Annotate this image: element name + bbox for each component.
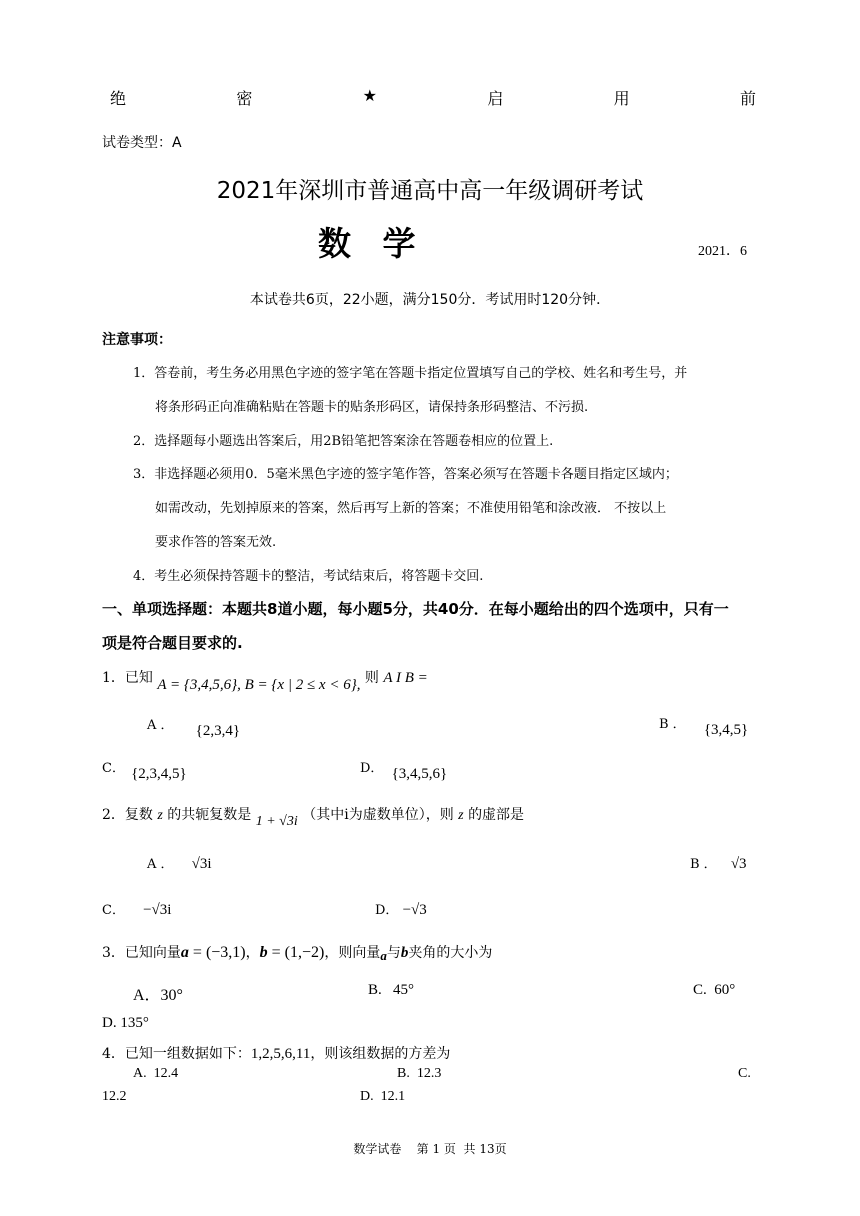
option-label: D．	[360, 761, 384, 776]
vector-b: b	[259, 944, 268, 961]
page-footer: 数学试卷 第 1 页 共 13页	[353, 1142, 507, 1156]
q4-option-c-value: 12.2	[102, 1089, 127, 1104]
q2-text: 的虚部是	[468, 807, 525, 823]
q1-then: 则	[364, 670, 379, 686]
q3-option-c[interactable]: C. 60°	[693, 982, 736, 998]
paper-type: 试卷类型：A	[102, 135, 182, 151]
q2-variable: z	[157, 808, 163, 823]
exam-date: 2021．6	[698, 244, 747, 259]
question-2	[102, 804, 525, 829]
q1-option-c[interactable]	[102, 757, 187, 782]
option-label: A ．	[147, 857, 174, 872]
note-item-3-cont: 如需改动，先划掉原来的答案，然后再写上新的答案；不准使用铅笔和涂改液． 不按以上	[155, 501, 667, 516]
exam-intro: 本试卷共6页，22小题，满分150分．考试用时120分钟．	[249, 292, 611, 308]
q3-option-d[interactable]: D. 135°	[102, 1015, 149, 1031]
q1-expr: A I B =	[383, 670, 428, 686]
note-item-1-cont: 将条形码正向准确粘贴在答题卡的贴条形码区，请保持条形码整洁、不污损.	[155, 400, 589, 415]
q1-option-b[interactable]	[659, 713, 749, 738]
q4-option-b[interactable]: B. 12.3	[397, 1066, 442, 1081]
notes-heading: 注意事项：	[102, 332, 172, 348]
option-value: √3i	[191, 856, 212, 872]
option-value: {3,4,5}	[703, 722, 749, 738]
note-item-4: 4．考生必须保持答题卡的整洁，考试结束后，将答题卡交回.	[133, 569, 484, 584]
q2-option-a[interactable]	[147, 853, 212, 873]
q3-number: 3．已知向量	[102, 945, 181, 961]
q3-option-a[interactable]: A．30°	[133, 987, 183, 1004]
q3-text: 与	[386, 945, 401, 961]
question-3	[102, 942, 492, 962]
q1-option-d[interactable]	[360, 757, 448, 782]
q2-text: （其中i为虚数单位），则	[302, 807, 454, 823]
q1-option-a[interactable]	[147, 714, 241, 739]
separator: ，	[245, 945, 260, 961]
q2-text: 的共轭复数是	[167, 807, 252, 823]
option-label: C．	[102, 761, 125, 776]
secret-char: 用	[613, 89, 630, 108]
option-value: {3,4,5,6}	[391, 766, 448, 782]
q4-text: ，则该组数据的方差为	[310, 1046, 451, 1062]
q4-option-a[interactable]: A. 12.4	[133, 1066, 179, 1081]
option-label: B ．	[659, 717, 686, 732]
option-value: −√3i	[143, 902, 172, 918]
note-item-3-cont2: 要求作答的答案无效.	[155, 535, 277, 550]
option-label: D．	[375, 903, 399, 918]
secret-char: 密	[236, 89, 253, 108]
q4-option-c-label[interactable]: C.	[738, 1066, 751, 1081]
confidential-mark	[110, 86, 756, 109]
exam-title: 2021年深圳市普通高中高一年级调研考试	[216, 178, 644, 204]
q2-option-b[interactable]	[690, 853, 747, 873]
q4-number: 4．已知一组数据如下：	[102, 1046, 251, 1062]
q2-option-c[interactable]	[102, 899, 171, 919]
q1-number: 1．已知	[102, 670, 153, 686]
secret-char: 绝	[110, 89, 127, 108]
option-label: C．	[102, 903, 125, 918]
option-value: √3	[730, 856, 747, 872]
option-value: {2,3,4,5}	[131, 766, 187, 782]
vector-b: b	[400, 945, 409, 961]
secret-char: 前	[739, 89, 756, 108]
secret-char: ★	[362, 86, 377, 105]
section-heading-cont: 项是符合题目要求的.	[102, 634, 243, 652]
q3-text: 夹角的大小为	[408, 945, 493, 961]
vector-a: a	[180, 944, 189, 961]
q2-option-d[interactable]	[375, 899, 427, 919]
question-4	[102, 1043, 450, 1063]
q3-option-b[interactable]: B. 45°	[368, 982, 415, 998]
section-heading: 一、单项选择题：本题共8道小题，每小题5分，共40分．在每小题给出的四个选项中，只有一	[102, 600, 729, 618]
q4-data: 1,2,5,6,11	[250, 1046, 311, 1062]
option-label: A ．	[147, 718, 174, 733]
note-item-2: 2．选择题每小题选出答案后，用2B铅笔把答案涂在答题卷相应的位置上.	[133, 434, 554, 449]
q2-complex: 1 + √3i	[255, 814, 298, 829]
option-value: −√3	[402, 902, 427, 918]
subject-title: 数 学	[318, 224, 426, 263]
question-1	[102, 667, 428, 693]
vector-b-value: = (1,−2)	[267, 944, 325, 961]
q2-number: 2．复数	[102, 807, 153, 823]
note-item-3: 3．非选择题必须用0．5毫米黑色字迹的签字笔作答，答案必须写在答题卡各题目指定区域内；	[133, 467, 678, 482]
q3-text: ，则向量	[324, 945, 381, 961]
option-value: {2,3,4}	[195, 723, 241, 739]
vector-a: a	[380, 948, 387, 963]
q2-variable: z	[458, 808, 464, 823]
q1-sets: A = {3,4,5,6}, B = {x | 2 ≤ x < 6},	[157, 677, 361, 693]
note-item-1: 1．答卷前，考生务必用黑色字迹的签字笔在答题卡指定位置填写自己的学校、姓名和考生号，并	[133, 366, 688, 381]
option-label: B ．	[690, 857, 717, 872]
vector-a-value: = (−3,1)	[188, 944, 246, 961]
secret-char: 启	[487, 89, 504, 108]
q4-option-d[interactable]: D. 12.1	[360, 1089, 406, 1104]
